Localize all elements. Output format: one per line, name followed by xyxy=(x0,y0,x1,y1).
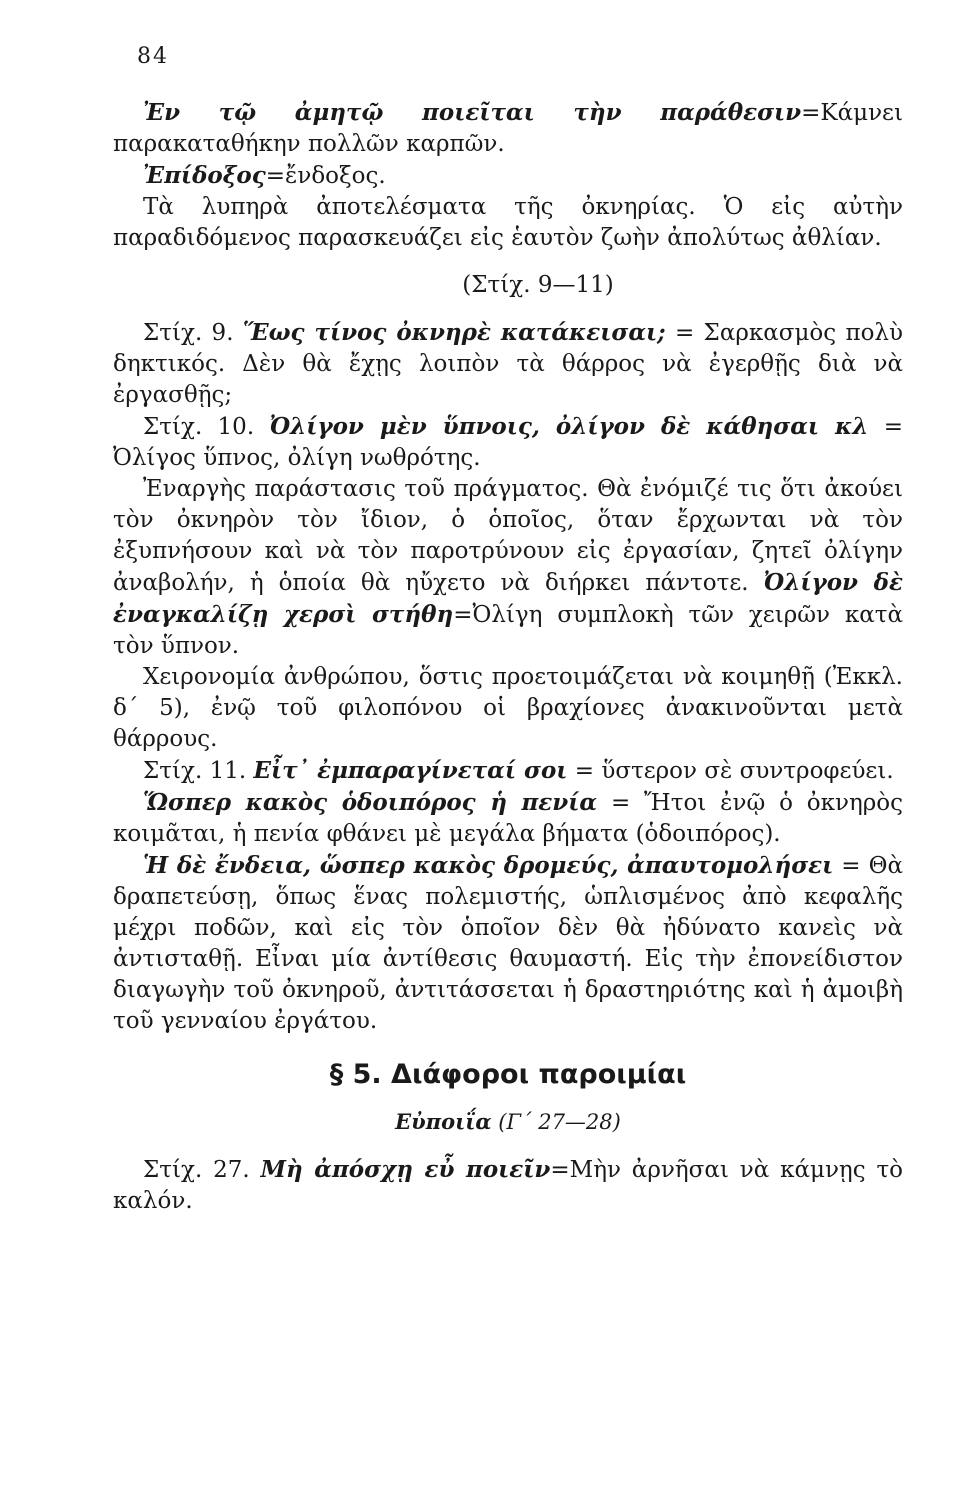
subheading-ref: (Γ΄ 27—28) xyxy=(491,1110,621,1134)
paragraph xyxy=(113,850,903,1037)
verse-ref: Στίχ. 11. xyxy=(143,758,254,784)
text-run: =ἔνδοξος. xyxy=(265,163,386,189)
text-run: = Ὀλίγος ὕπνος, ὀλίγη νωθρότης. xyxy=(113,414,903,471)
paragraph xyxy=(113,411,903,474)
text-run: = Σαρκασμὸς πολὺ δηκτικός. Δὲν θὰ ἔχῃς λοιπὸν τὰ θάρρος νὰ ἐγερθῇς διὰ νὰ ἐργασθῇς; xyxy=(113,320,903,408)
section-heading: § 5. Διάφοροι παροιμίαι xyxy=(329,1059,687,1090)
verse-ref: Στίχ. 9. xyxy=(143,320,243,346)
text-run: =Μὴν ἀρνῆσαι νὰ κάμνῃς τὸ καλόν. xyxy=(113,1157,904,1214)
bold-phrase: Ἐν τῷ ἀμητῷ ποιεῖται τὴν παράθεσιν xyxy=(143,99,802,126)
paragraph: Τὰ λυπηρὰ ἀποτελέσματα τῆς ὀκνηρίας. Ὁ εἰς αὐτὴν παραδιδόμενος παρασκευάζει εἰς ἑαυτὸν ζωὴν ἀπολύτως ἀθλίαν. xyxy=(113,194,903,251)
bold-phrase: Ὀλίγον μὲν ὕπνοις, ὀλίγον δὲ κάθησαι κλ xyxy=(269,413,869,440)
text-run: Ἐναργὴς παράστασις τοῦ πράγματος. Θὰ ἐνόμιζέ τις ὅτι ἀκούει τὸν ὀκνηρὸν τὸν ἴδιον, ὁ ὁποῖος, ὅταν ἔρχωνται νὰ τὸν ἐξυπνήσουν καὶ νὰ τὸν παροτρύνουν εἰς ἐργασίαν, ζητεῖ ὀλίγην ἀναβολήν, ἡ ὁποία θὰ ηὔχετο νὰ διήρκει πάντοτε. xyxy=(113,476,903,596)
paragraph xyxy=(113,787,903,850)
bold-phrase: Ἐπίδοξος xyxy=(143,162,266,189)
page-number: 84 xyxy=(137,44,169,69)
text-run: =Ὀλίγη συμπλοκὴ τῶν χειρῶν κατὰ τὸν ὕπνον. xyxy=(113,602,903,659)
paragraph xyxy=(113,97,903,160)
paragraph xyxy=(113,1154,903,1217)
subheading-title: Εὐποιΐα xyxy=(395,1109,492,1134)
bold-phrase: Μὴ ἀπόσχῃ εὖ ποιεῖν xyxy=(260,1156,551,1183)
paragraph xyxy=(113,160,903,192)
paragraph xyxy=(113,474,903,662)
subheading xyxy=(113,1106,903,1138)
bold-phrase: Ἡ δὲ ἔνδεια, ὥσπερ κακὸς δρομεύς, ἀπαυτομολήσει xyxy=(143,852,834,879)
citation: (Στίχ. 9—11) xyxy=(462,272,614,298)
bold-phrase: Ἕως τίνος ὀκνηρὲ κατάκεισαι; xyxy=(242,319,666,346)
text-run: = Ἤτοι ἐνῷ ὁ ὀκνηρὸς κοιμᾶται, ἡ πενία φθάνει μὲ μεγάλα βήματα (ὁδοιπόρος). xyxy=(113,790,903,847)
paragraph xyxy=(113,317,903,411)
body-text xyxy=(113,97,903,1217)
bold-phrase: Ὥσπερ κακὸς ὁδοιπόρος ἡ πενία xyxy=(143,789,598,816)
text-run: = ὕστερον σὲ συντροφεύει. xyxy=(567,758,894,784)
bold-phrase: Εἶτ᾿ ἐμπαραγίνεταί σοι xyxy=(253,757,568,784)
verse-ref: Στίχ. 27. xyxy=(143,1157,261,1183)
paragraph xyxy=(113,755,903,787)
paragraph: Χειρονομία ἀνθρώπου, ὅστις προετοιμάζεται νὰ κοιμηθῇ (Ἐκκλ. δ΄ 5), ἐνῷ τοῦ φιλοπόνου οἱ βραχίονες ἀνακινοῦνται μετὰ θάρρους. xyxy=(113,664,903,752)
text-run: = Θὰ δραπετεύσῃ, ὅπως ἕνας πολεμιστής, ὡπλισμένος ἀπὸ κεφαλῆς μέχρι ποδῶν, καὶ εἰς τὸν ὁποῖον δὲν θὰ ἠδύνατο κανεὶς νὰ ἀντισταθῇ. Εἶναι μία ἀντίθεσις θαυμαστή. Εἰς τὴν ἐπονείδιστον διαγωγὴν τοῦ ὀκνηροῦ, ἀντιτάσσεται ἡ δραστηριότης καὶ ἡ ἀμοιβὴ τοῦ γενναίου ἐργάτου. xyxy=(113,853,903,1034)
bold-phrase: Ὀλίγον δὲ ἐναγκαλίζῃ χερσὶ στήθη xyxy=(113,569,903,628)
verse-ref: Στίχ. 10. xyxy=(143,414,270,440)
text-run: =Κάμνει παρακαταθήκην πολλῶν καρπῶν. xyxy=(113,100,903,157)
